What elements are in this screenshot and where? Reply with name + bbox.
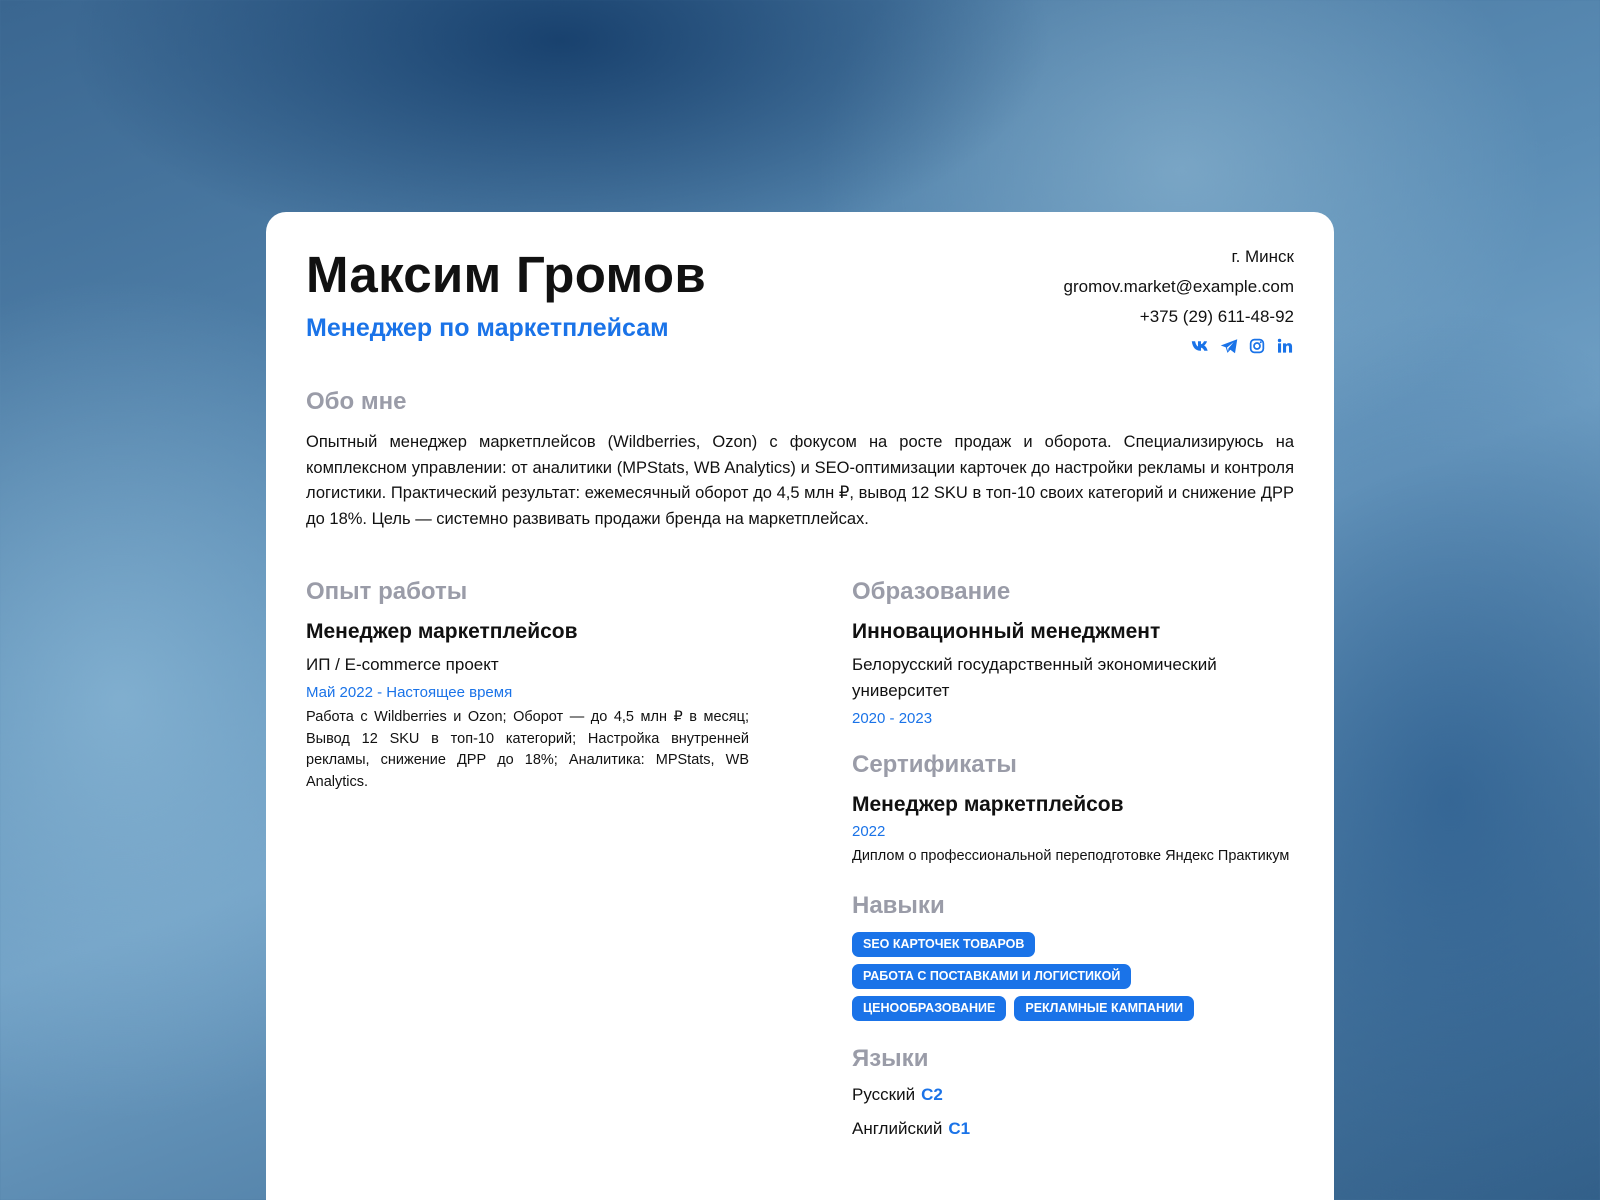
experience-item: [306, 620, 749, 793]
instagram-icon[interactable]: [1247, 336, 1266, 355]
social-links: [1064, 336, 1294, 355]
language-level: C1: [948, 1118, 971, 1138]
skills-section: [852, 892, 1294, 1021]
certificates-title: Сертификаты: [852, 751, 1017, 778]
skill-tag: ЦЕНООБРАЗОВАНИЕ: [852, 996, 1006, 1021]
education-institution: Белорусский государственный экономический университет: [852, 655, 1217, 700]
resume-card: [266, 212, 1334, 1200]
skill-tag: РЕКЛАМНЫЕ КАМПАНИИ: [1014, 996, 1194, 1021]
vk-icon[interactable]: [1191, 336, 1210, 355]
telegram-icon[interactable]: [1219, 336, 1238, 355]
experience-period: Май 2022 - Настоящее время: [306, 684, 513, 701]
contacts-block: [1064, 242, 1294, 355]
languages-section: [852, 1045, 1294, 1141]
language-name: Английский: [852, 1118, 943, 1138]
certificate-name: Менеджер маркетплейсов: [852, 793, 1124, 816]
education-period: 2020 - 2023: [852, 710, 933, 727]
language-level: C2: [921, 1084, 943, 1104]
skill-tag: SEO КАРТОЧЕК ТОВАРОВ: [852, 932, 1035, 957]
certificates-section: [852, 751, 1294, 868]
language-item: [852, 1117, 1294, 1141]
resume-header: [306, 242, 1294, 362]
language-name: Русский: [852, 1084, 916, 1104]
experience-company: ИП / E-commerce проект: [306, 655, 499, 674]
about-section: [306, 388, 1294, 532]
certificate-description: Диплом о профессиональной переподготовке Яндекс Практикум: [852, 848, 1290, 864]
candidate-name: Максим Громов: [306, 246, 706, 303]
certificate-year: 2022: [852, 823, 886, 840]
education-degree: Инновационный менеджмент: [852, 620, 1161, 643]
linkedin-icon[interactable]: [1275, 336, 1294, 355]
experience-title: Опыт работы: [306, 578, 468, 605]
right-column: [852, 578, 1294, 1141]
education-section: [852, 578, 1294, 727]
language-item: [852, 1083, 1294, 1107]
contact-email[interactable]: gromov.market@example.com: [1063, 277, 1294, 296]
candidate-role: Менеджер по маркетплейсам: [306, 314, 669, 342]
skills-title: Навыки: [852, 891, 945, 919]
experience-description: Работа с Wildberries и Ozon; Оборот — до 4,5 млн ₽ в месяц; Вывод 12 SKU в топ-10 категорий; Настройка внутренней рекламы, снижение ДРР до 18%; Аналитика: MPStats, WB Analytics.: [306, 709, 749, 790]
contact-city: г. Минск: [1231, 247, 1294, 266]
about-text: Опытный менеджер маркетплейсов (Wildberries, Ozon) с фокусом на росте продаж и оборота. Специализируюсь на комплексном управлении: от аналитики (MPStats, WB Analytics) и SEO-оптимизации карточек до настройки рекламы и контроля логистики. Практический результат: ежемесячный оборот до 4,5 млн ₽, вывод 12 SKU в топ-10 своих категорий и снижение ДРР до 18%. Цель — системно развивать продажи бренда на маркетплейсах.: [306, 433, 1294, 528]
skill-tag: РАБОТА С ПОСТАВКАМИ И ЛОГИСТИКОЙ: [852, 964, 1131, 989]
experience-position: Менеджер маркетплейсов: [306, 620, 578, 643]
contact-phone[interactable]: +375 (29) 611-48-92: [1139, 307, 1294, 326]
left-column: [306, 578, 749, 793]
education-title: Образование: [852, 578, 1011, 605]
skill-tags: [852, 932, 1212, 1021]
about-title: Обо мне: [306, 388, 407, 415]
languages-title: Языки: [852, 1044, 929, 1072]
